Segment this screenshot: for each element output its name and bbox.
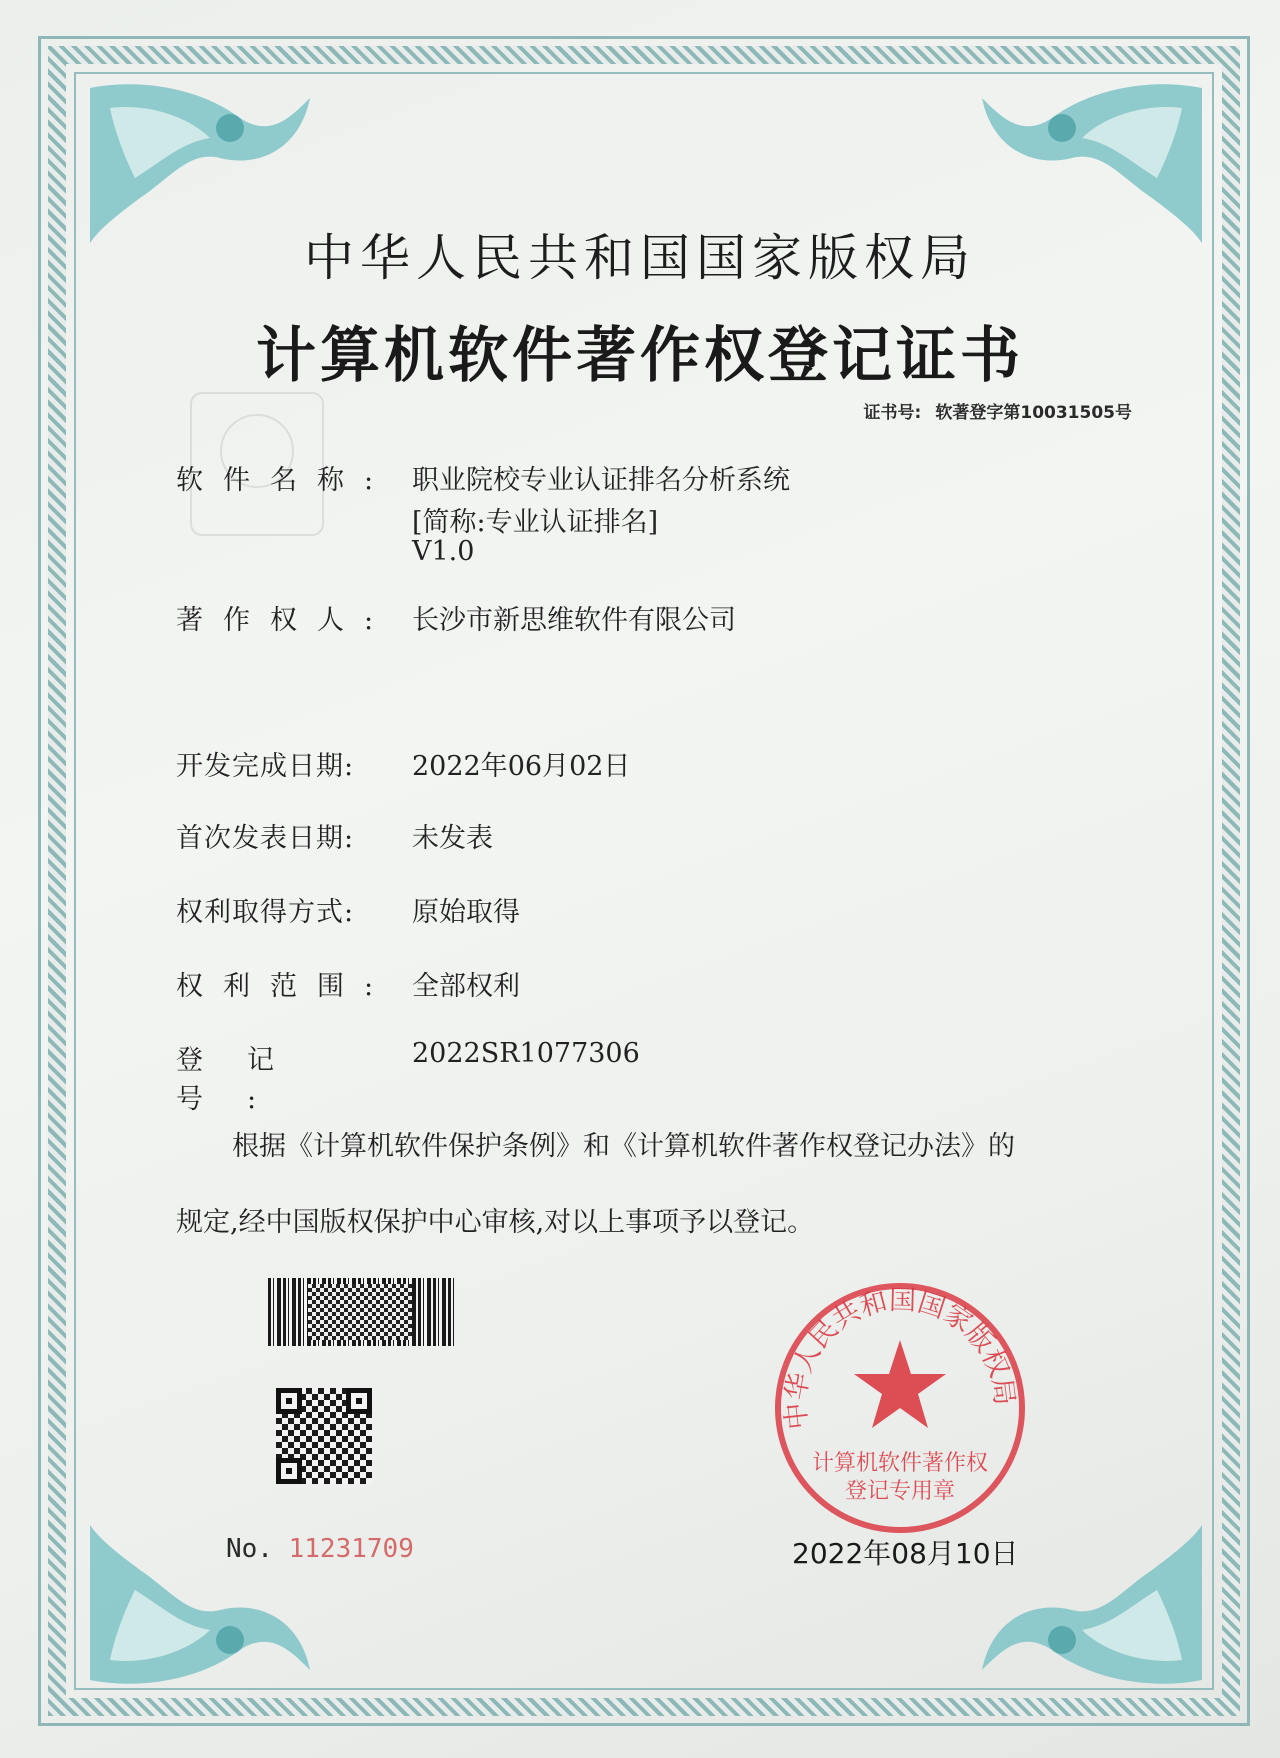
field-software-name — [176, 458, 790, 497]
seal-line-2: 登记专用章 — [844, 1479, 956, 1504]
owner-label: 著作权人: — [176, 605, 394, 636]
dev-date-label: 开发完成日期: — [176, 751, 355, 782]
certificate-title: 计算机软件著作权登记证书 — [256, 321, 1024, 391]
statement-line-1: 根据《计算机软件保护条例》和《计算机软件著作权登记办法》的 — [232, 1131, 1015, 1162]
statement-line-2: 规定,经中国版权保护中心审核,对以上事项予以登记。 — [176, 1207, 815, 1238]
certificate-number-value: 软著登字第10031505号 — [935, 403, 1132, 423]
acquire-label: 权利取得方式: — [176, 897, 355, 928]
issue-date: 2022年08月10日 — [792, 1537, 1019, 1570]
field-scope — [176, 964, 520, 1003]
software-version: V1.0 — [412, 536, 475, 567]
reg-no-label: 登记号: — [176, 1045, 318, 1115]
pub-date-value: 未发表 — [412, 823, 493, 854]
field-acquire — [176, 890, 520, 929]
serial-number — [226, 1534, 414, 1564]
field-reg-no — [176, 1038, 640, 1116]
field-software-version — [176, 536, 475, 567]
dev-date-value: 2022年06月02日 — [412, 751, 631, 782]
field-software-short — [176, 500, 659, 538]
field-dev-date — [176, 744, 631, 783]
owner-value: 长沙市新思维软件有限公司 — [412, 605, 736, 636]
certificate-number-label: 证书号: — [863, 403, 922, 423]
scope-label: 权利范围: — [176, 971, 394, 1002]
software-short-name: [简称:专业认证排名] — [412, 507, 659, 538]
field-owner — [176, 598, 736, 637]
reg-no-value: 2022SR1077306 — [412, 1038, 640, 1069]
software-name-label: 软件名称: — [176, 465, 394, 496]
software-name-value: 职业院校专业认证排名分析系统 — [412, 465, 790, 496]
field-pub-date — [176, 816, 493, 855]
serial-value: 11231709 — [288, 1534, 414, 1564]
certificate-number — [864, 398, 1132, 423]
acquire-value: 原始取得 — [412, 897, 520, 928]
authority-title: 中华人民共和国国家版权局 — [304, 229, 976, 287]
serial-prefix: No. — [226, 1534, 273, 1564]
seal-line-1: 计算机软件著作权 — [811, 1451, 989, 1476]
official-seal — [770, 1278, 1030, 1538]
pub-date-label: 首次发表日期: — [176, 823, 355, 854]
scope-value: 全部权利 — [412, 971, 520, 1002]
barcode — [268, 1278, 454, 1346]
seal-ring-text: 中华人民共和国国家版权局 — [780, 1285, 1020, 1431]
qr-code — [276, 1388, 372, 1484]
